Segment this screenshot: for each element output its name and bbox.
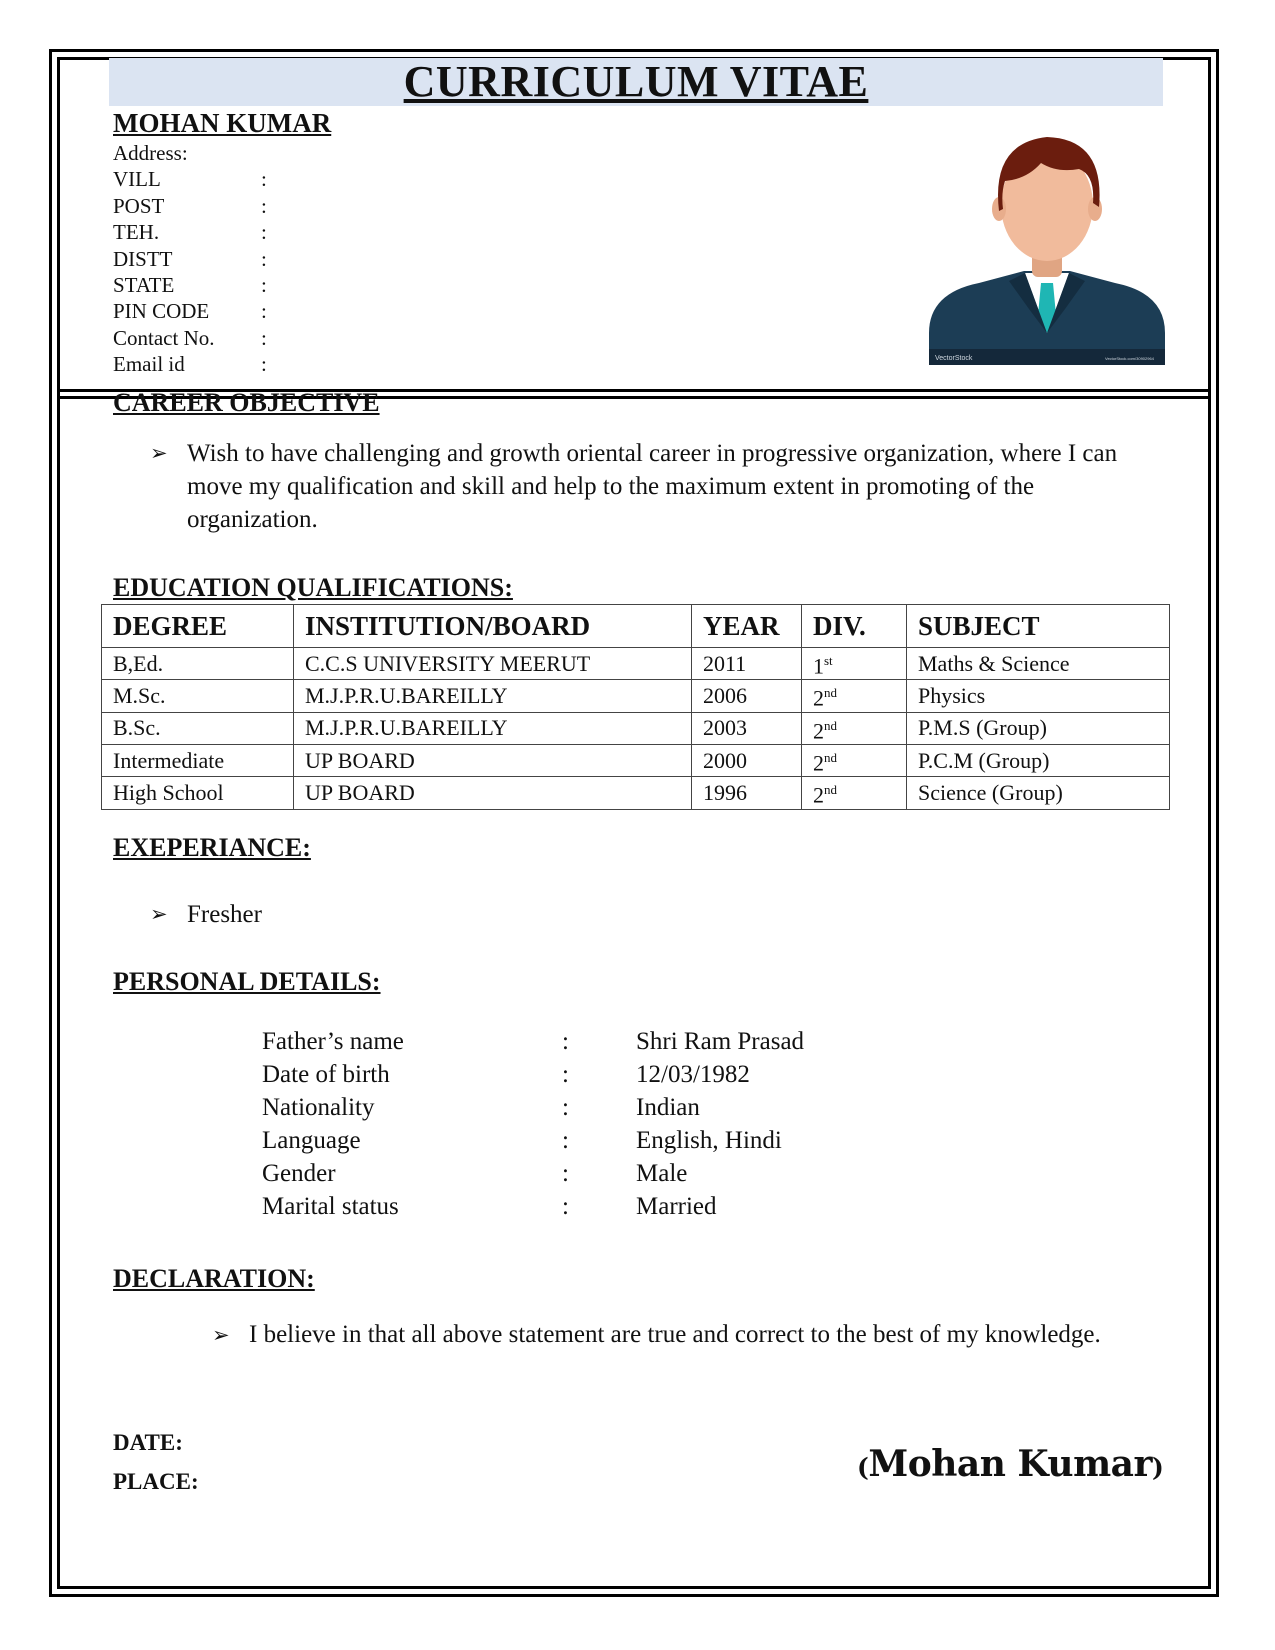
candidate-name: MOHAN KUMAR xyxy=(113,108,332,138)
division-suffix: nd xyxy=(824,749,837,765)
division-suffix: nd xyxy=(824,685,837,701)
signature: (Mohan Kumar) xyxy=(857,1443,1164,1485)
personal-detail-colon: : xyxy=(562,1127,569,1154)
address-heading: Address: xyxy=(113,141,188,165)
table-row xyxy=(102,712,1170,744)
career-objective-text: Wish to have challenging and growth oriental career in progressive organization, where I can move my qualification and skill and help to the maximum extent in promoting of the organization. xyxy=(187,440,1118,533)
personal-detail-colon: : xyxy=(562,1061,569,1088)
address-field-label: POST xyxy=(113,193,165,218)
address-field-colon: : xyxy=(261,220,267,245)
personal-detail-row xyxy=(262,1058,750,1091)
education-heading: EDUCATION QUALIFICATIONS: xyxy=(113,573,513,602)
address-field-colon: : xyxy=(261,299,267,324)
personal-detail-label: Marital status xyxy=(262,1193,399,1220)
personal-detail-label: Date of birth xyxy=(262,1061,390,1088)
personal-detail-label: Father’s name xyxy=(262,1028,404,1055)
column-header: DIV. xyxy=(802,605,907,648)
subject-cell: Maths & Science xyxy=(907,648,1170,680)
personal-detail-value: Indian xyxy=(636,1094,700,1121)
division-number: 2 xyxy=(813,717,824,743)
personal-detail-colon: : xyxy=(562,1094,569,1121)
subject-cell: P.M.S (Group) xyxy=(907,712,1170,744)
column-header: DEGREE xyxy=(102,605,294,648)
address-field-colon: : xyxy=(261,246,267,271)
division-cell xyxy=(802,777,907,809)
institution-cell: UP BOARD xyxy=(294,744,692,776)
division-suffix: nd xyxy=(824,782,837,798)
address-block xyxy=(113,140,267,378)
address-field-label: DISTT xyxy=(113,246,173,271)
education-table xyxy=(101,604,1170,810)
degree-cell: Intermediate xyxy=(102,744,294,776)
personal-detail-row xyxy=(262,1025,805,1058)
declaration-item xyxy=(212,1318,1162,1352)
year-cell: 2003 xyxy=(692,712,802,744)
division-cell xyxy=(802,712,907,744)
column-header: YEAR xyxy=(692,605,802,648)
division-suffix: st xyxy=(824,653,833,668)
degree-cell: M.Sc. xyxy=(102,680,294,712)
personal-details-list xyxy=(262,1025,805,1223)
institution-cell: UP BOARD xyxy=(294,777,692,809)
address-field-label: Email id xyxy=(113,352,185,377)
table-row xyxy=(102,744,1170,776)
address-field-row xyxy=(113,351,267,377)
personal-detail-value: Male xyxy=(636,1160,688,1187)
division-number: 2 xyxy=(813,750,824,776)
table-row xyxy=(102,680,1170,712)
bullet-arrow-icon: ➢ xyxy=(150,441,168,465)
personal-details-heading: PERSONAL DETAILS: xyxy=(113,967,381,996)
subject-cell: P.C.M (Group) xyxy=(907,744,1170,776)
table-row xyxy=(102,777,1170,809)
personal-detail-row xyxy=(262,1091,700,1124)
address-field-row xyxy=(113,298,267,324)
declaration-text: I believe in that all above statement are true and correct to the best of my knowledge. xyxy=(249,1321,1101,1348)
address-field-row xyxy=(113,166,267,192)
place-label: PLACE: xyxy=(113,1469,199,1494)
division-cell xyxy=(802,648,907,680)
address-field-colon: : xyxy=(261,167,267,192)
declaration-heading: DECLARATION: xyxy=(113,1264,315,1293)
address-field-row xyxy=(113,272,267,298)
personal-detail-value: Shri Ram Prasad xyxy=(636,1028,805,1055)
address-field-colon: : xyxy=(261,352,267,377)
division-cell xyxy=(802,680,907,712)
address-field-row xyxy=(113,219,267,245)
address-field-colon: : xyxy=(261,325,267,350)
address-field-row xyxy=(113,193,267,219)
year-cell: 1996 xyxy=(692,777,802,809)
address-field-row xyxy=(113,246,267,272)
page-title: CURRICULUM VITAE xyxy=(403,57,869,106)
experience-item xyxy=(150,898,262,931)
career-objective-heading: CAREER OBJECTIVE xyxy=(113,388,380,417)
personal-detail-label: Nationality xyxy=(262,1094,375,1121)
institution-cell: C.C.S UNIVERSITY MEERUT xyxy=(294,648,692,680)
address-field-row xyxy=(113,325,267,351)
institution-cell: M.J.P.R.U.BAREILLY xyxy=(294,712,692,744)
division-suffix: nd xyxy=(824,717,837,733)
watermark-left: VectorStock xyxy=(935,355,973,362)
personal-detail-label: Gender xyxy=(262,1160,336,1187)
degree-cell: High School xyxy=(102,777,294,809)
column-header: INSTITUTION/BOARD xyxy=(294,605,692,648)
personal-detail-colon: : xyxy=(562,1028,569,1055)
address-field-label: STATE xyxy=(113,272,175,297)
bullet-arrow-icon: ➢ xyxy=(212,1323,230,1347)
address-field-label: PIN CODE xyxy=(113,299,210,324)
bullet-arrow-icon: ➢ xyxy=(150,902,168,926)
division-cell xyxy=(802,744,907,776)
title-bar xyxy=(109,58,1163,106)
year-cell: 2011 xyxy=(692,648,802,680)
personal-detail-colon: : xyxy=(562,1160,569,1187)
personal-detail-value: English, Hindi xyxy=(636,1127,782,1154)
column-header: SUBJECT xyxy=(907,605,1170,648)
personal-detail-row xyxy=(262,1124,782,1157)
experience-heading: EXEPERIANCE: xyxy=(113,833,311,862)
signature-name: Mohan Kumar xyxy=(868,1443,1152,1485)
experience-text: Fresher xyxy=(187,901,262,928)
education-header-row xyxy=(102,605,1170,648)
personal-detail-label: Language xyxy=(262,1127,361,1154)
personal-detail-row xyxy=(262,1157,688,1190)
year-cell: 2006 xyxy=(692,680,802,712)
personal-detail-row xyxy=(262,1190,717,1223)
subject-cell: Physics xyxy=(907,680,1170,712)
degree-cell: B.Sc. xyxy=(102,712,294,744)
division-number: 2 xyxy=(813,782,824,808)
division-number: 2 xyxy=(813,685,824,711)
personal-detail-colon: : xyxy=(562,1193,569,1220)
year-cell: 2000 xyxy=(692,744,802,776)
address-field-label: Contact No. xyxy=(113,325,215,350)
address-field-colon: : xyxy=(261,272,267,297)
address-field-colon: : xyxy=(261,193,267,218)
personal-detail-value: Married xyxy=(636,1193,717,1220)
degree-cell: B,Ed. xyxy=(102,648,294,680)
institution-cell: M.J.P.R.U.BAREILLY xyxy=(294,680,692,712)
date-label: DATE: xyxy=(113,1430,183,1455)
address-field-label: VILL xyxy=(113,167,161,192)
address-field-label: TEH. xyxy=(113,220,160,245)
division-number: 1 xyxy=(813,653,824,679)
table-row xyxy=(102,648,1170,680)
watermark-right: VectorStock.com/30902964 xyxy=(1105,356,1154,361)
personal-detail-value: 12/03/1982 xyxy=(636,1061,750,1088)
subject-cell: Science (Group) xyxy=(907,777,1170,809)
avatar xyxy=(929,133,1165,365)
career-objective-item xyxy=(150,437,1150,536)
